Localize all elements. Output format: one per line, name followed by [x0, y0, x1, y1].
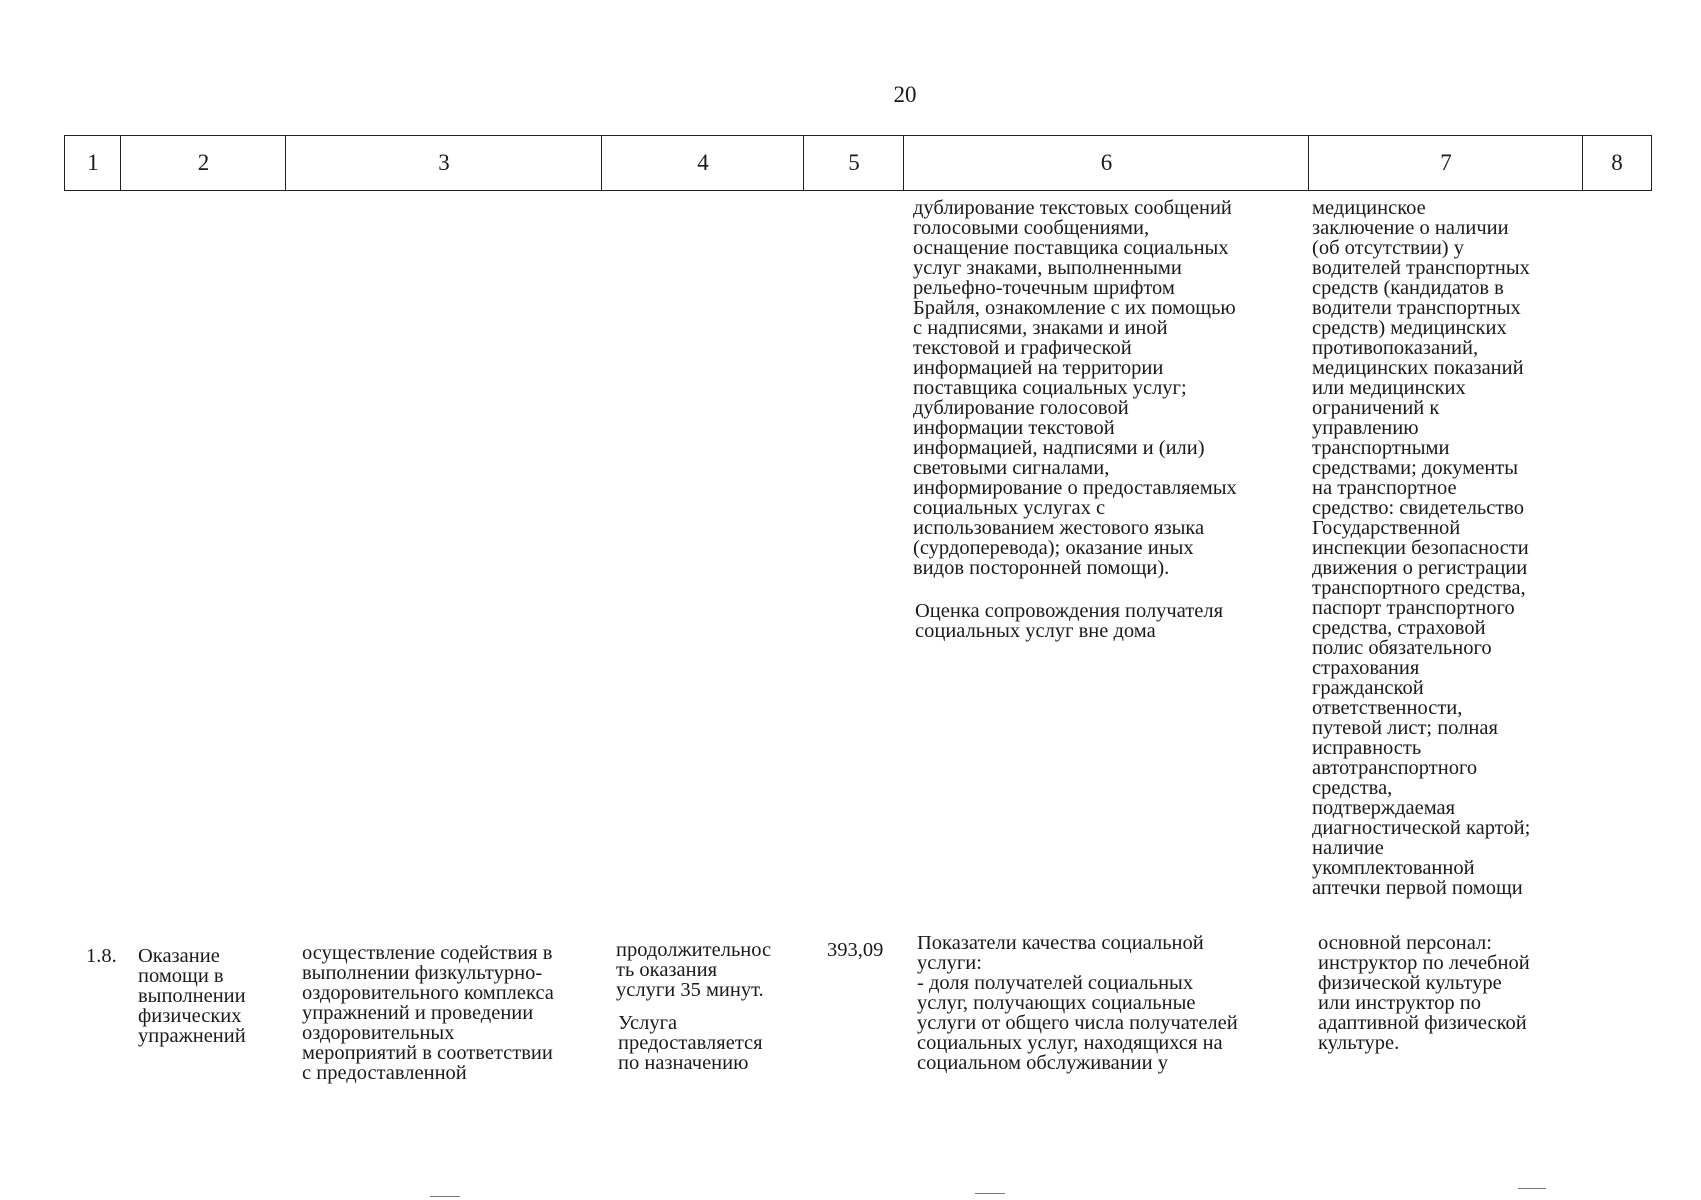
page-number: 20: [893, 82, 917, 107]
table-header-row: [64, 135, 1652, 195]
row-1-8-description: осуществление содействия в выполнении физкультурно- оздоровительного комплекса упражнений и проведении оздоровительных мероприятий в соответствии с предоставленной: [302, 942, 554, 1084]
row-1-8-staff: основной персонал: инструктор по лечебной физической культуре или инструктор по адаптивной физической культуре.: [1318, 932, 1530, 1054]
row-1-8-price: 393,09: [827, 939, 884, 961]
scan-speck: [1518, 1188, 1546, 1189]
continuation-col6-text: дублирование текстовых сообщений голосовыми сообщениями, оснащение поставщика социальных услуг знаками, выполненными рельефно-точечным шрифтом Брайля, ознакомление с их помощью с надписями, знаками и иной текстовой и графической информацией на территории поставщика социальных услуг; дублирование голосовой информации текстовой информацией, надписями и (или) световыми сигналами, информирование о предоставляемых социальных услугах с использованием жестового языка (сурдоперевода); оказание иных видов посторонней помощи).: [913, 197, 1237, 579]
row-1-8-duration: продолжительнос ть оказания услуги 35 минут.: [616, 939, 772, 1001]
scan-speck: [430, 1196, 460, 1197]
row-1-8-quality-indicators: Показатели качества социальной услуги: - доля получателей социальных услуг, получающих социальные услуги от общего числа получателей социальных услуг, находящихся на социальном обслуживании у: [917, 932, 1238, 1074]
header-col-5: 5: [803, 135, 905, 191]
row-1-8-assignment: Услуга предоставляется по назначению: [618, 1012, 763, 1074]
header-col-6: 6: [903, 135, 1310, 191]
header-col-8: 8: [1582, 135, 1652, 191]
header-col-2: 2: [120, 135, 287, 191]
row-1-8-service-name: Оказание помощи в выполнении физических упражнений: [138, 945, 246, 1047]
row-1-8-number: 1.8.: [86, 945, 117, 967]
header-col-4: 4: [601, 135, 805, 191]
header-col-3: 3: [285, 135, 603, 191]
header-col-7: 7: [1308, 135, 1584, 191]
scan-speck: [975, 1193, 1005, 1194]
continuation-col6-text2: Оценка сопровождения получателя социальных услуг вне дома: [915, 600, 1224, 642]
header-col-1: 1: [64, 135, 122, 191]
continuation-col7-text: медицинское заключение о наличии (об отсутствии) у водителей транспортных средств (кандидатов в водители транспортных средств) медицинских противопоказаний, медицинских показаний или медицинских ограничений к управлению транспортными средствами; документы на транспортное средство: свидетельство Государственной инспекции безопасности движения о регистрации транспортного средства, паспорт транспортного средства, страховой полис обязательного страхования гражданской ответственности, путевой лист; полная исправность автотранспортного средства, подтверждаемая диагностической картой; наличие укомплектованной аптечки первой помощи: [1312, 197, 1531, 899]
